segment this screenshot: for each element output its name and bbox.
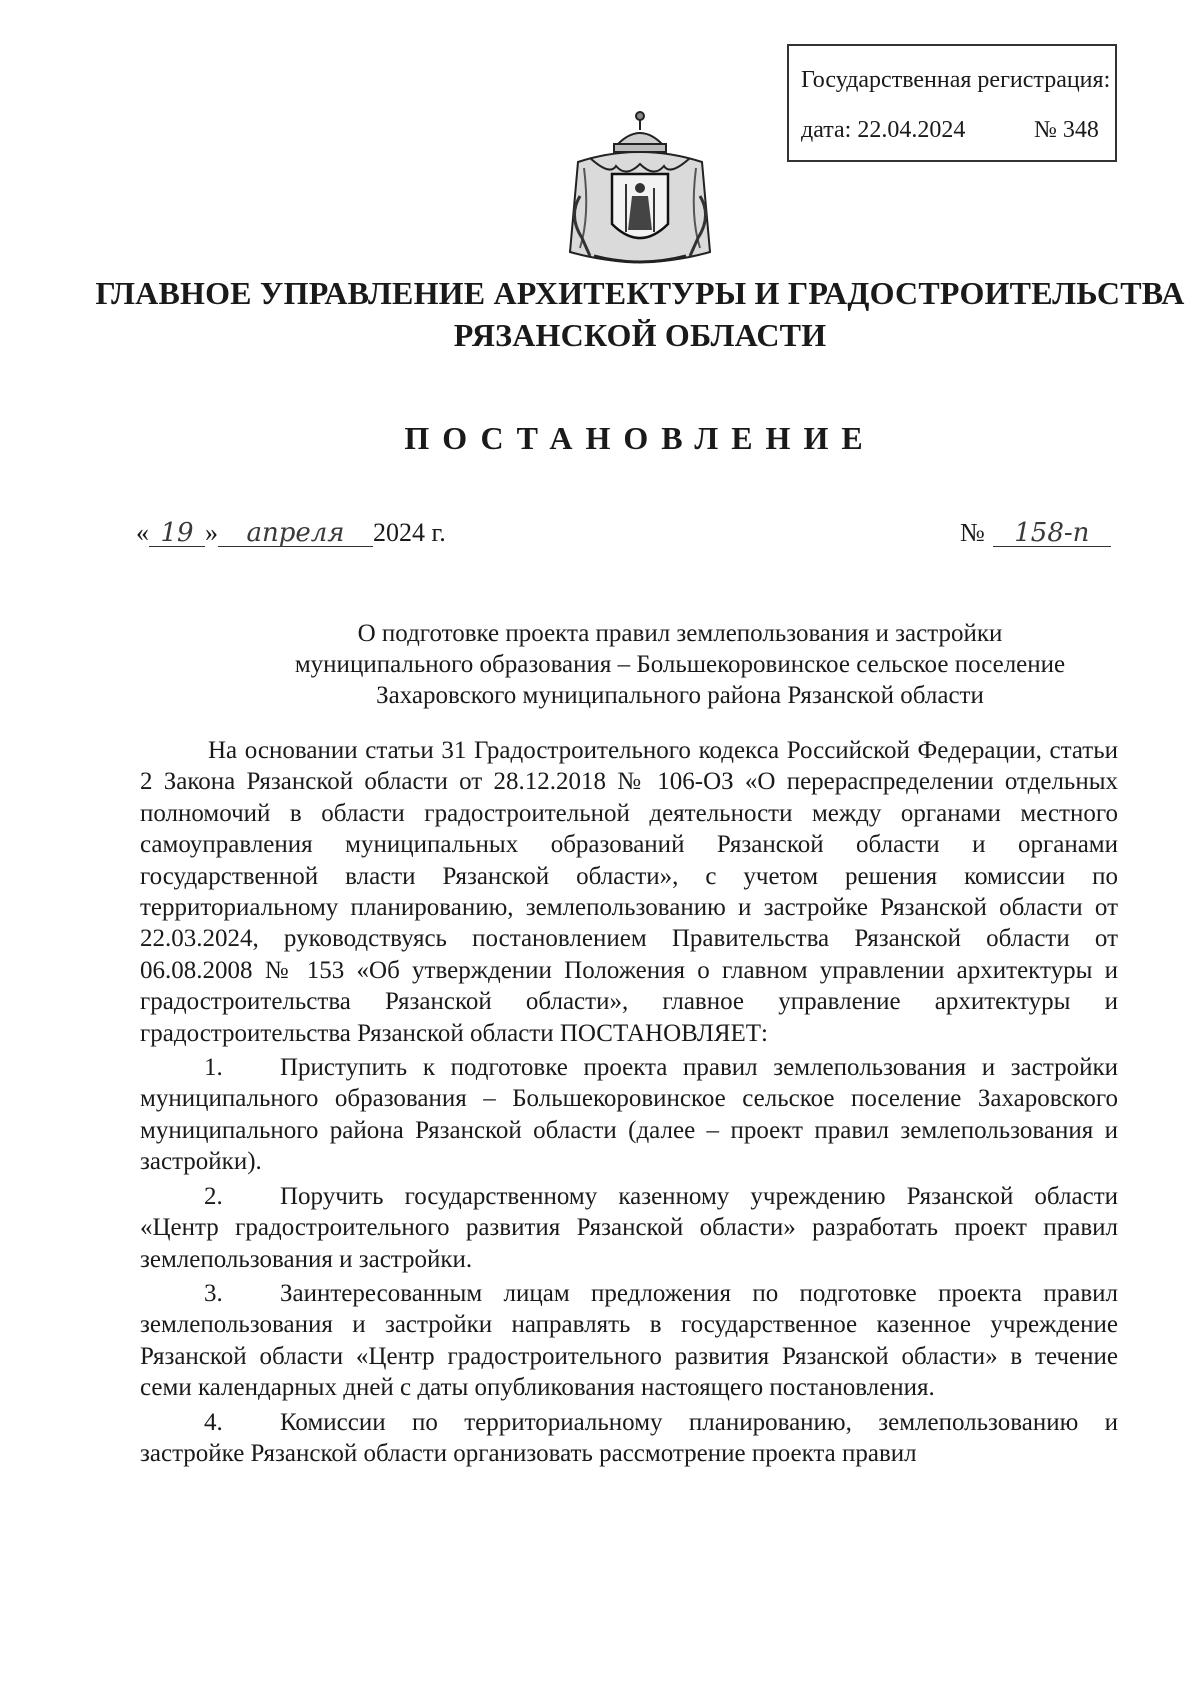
item-text: Поручить государственному казенному учреждению Рязанской области «Центр градостроительного развития Рязанской области» разработать проект правил землепользования и застройки.	[140, 1182, 1118, 1273]
subject-line-2: муниципального образования – Большекоровинское сельское поселение	[294, 651, 1066, 678]
item-number: 1.	[204, 1054, 223, 1082]
item-paragraph	[140, 1052, 1118, 1178]
document-number-prefix: №	[960, 518, 985, 547]
item-paragraph	[140, 1407, 1118, 1470]
preamble-paragraph: На основании статьи 31 Градостроительного кодекса Российской Федерации, статьи 2 Закона Рязанской области от 28.12.2018 № 106-ОЗ «О перераспределении отдельных полномочий в области градостроительной деятельности между органами местного самоуправления муниципальных образований Рязанской области и органами государственной власти Рязанской области», с учетом решения комиссии по территориальному планированию, землепользованию и застройке Рязанской области от 22.03.2024, руководствуясь постановлением Правительства Рязанской области от 06.08.2008 № 153 «Об утверждении Положения о главном управлении архитектуры и градостроительства Рязанской области», главное управление архитектуры и градостроительства Рязанской области ПОСТАНОВЛЯЕТ:	[140, 737, 1118, 1047]
date-open-quote: «	[136, 518, 149, 547]
item-paragraph	[140, 1278, 1118, 1404]
item-paragraph	[140, 1181, 1118, 1275]
item-number: 4.	[204, 1408, 223, 1436]
date-month-handwritten: апреля	[218, 520, 373, 547]
subject-line-1: О подготовке проекта правил землепользования и застройки	[357, 620, 1003, 647]
organization-title-line-2: РЯЗАНСКОЙ ОБЛАСТИ	[453, 317, 827, 353]
item-number: 2.	[204, 1182, 223, 1210]
registration-date: дата: 22.04.2024	[801, 117, 966, 143]
document-number-handwritten: 158-п	[993, 520, 1111, 547]
registration-title: Государственная регистрация:	[801, 67, 1111, 93]
document-type: ПОСТАНОВЛЕНИЕ	[404, 420, 876, 456]
document-subject	[100, 618, 1200, 711]
organization-title	[60, 272, 1200, 356]
item-text: Заинтересованным лицам предложения по подготовке проекта правил землепользования и застройки направлять в государственное казенное учреждение Рязанской области «Центр градостроительного развития Рязанской области» в течение семи календарных дней с даты опубликования настоящего постановления.	[140, 1279, 1118, 1402]
organization-title-line-1: ГЛАВНОЕ УПРАВЛЕНИЕ АРХИТЕКТУРЫ И ГРАДОСТРОИТЕЛЬСТВА	[95, 275, 1185, 311]
date-day-handwritten: 19	[149, 520, 205, 547]
item-text: Приступить к подготовке проекта правил землепользования и застройки муниципального образования – Большекоровинское сельское поселение Захаровского муниципального района Рязанской области (далее – проект правил землепользования и застройки).	[140, 1054, 1118, 1176]
registration-stamp	[787, 44, 1117, 162]
date-close-quote: »	[205, 518, 218, 547]
document-body	[140, 735, 1118, 1469]
document-date	[136, 518, 446, 548]
registration-number: № 348	[1034, 117, 1099, 143]
item-text: Комиссии по территориальному планированию, землепользованию и застройке Рязанской области организовать рассмотрение проекта правил	[140, 1408, 1118, 1467]
subject-line-3: Захаровского муниципального района Рязанской области	[376, 682, 984, 709]
date-year: 2024 г.	[373, 518, 446, 547]
item-number: 3.	[204, 1279, 223, 1307]
coat-of-arms-icon	[560, 106, 720, 272]
document-number	[960, 518, 1111, 548]
